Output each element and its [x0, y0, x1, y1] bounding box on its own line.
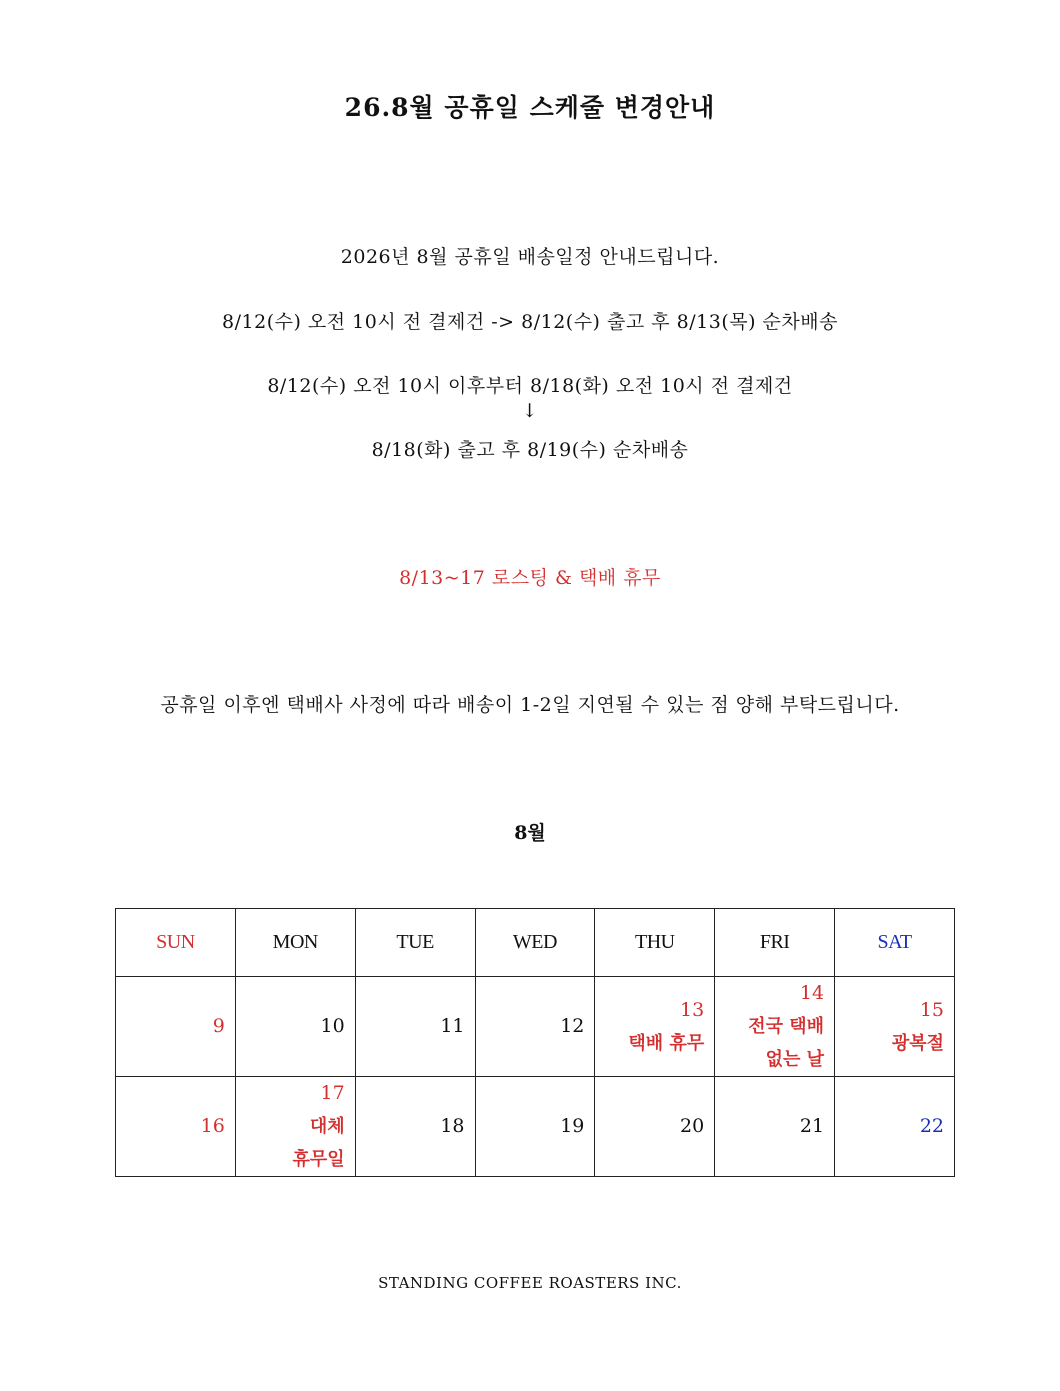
day-number: 21: [799, 1115, 825, 1137]
calendar-week-row: [116, 977, 955, 1077]
day-number: 18: [440, 1115, 465, 1137]
weekday-sat: SAT: [835, 909, 955, 977]
day-number: 10: [320, 1015, 345, 1037]
day-note: 전국 택배: [748, 1016, 825, 1037]
weekday-sun: SUN: [116, 909, 236, 977]
document-title: 26.8월 공휴일 스케줄 변경안내: [344, 93, 716, 122]
day-number: 9: [212, 1015, 225, 1037]
weekday-fri: FRI: [715, 909, 835, 977]
day-cell-9: [116, 977, 236, 1077]
day-number: 14: [799, 982, 825, 1004]
closure-notice: 8/13~17 로스팅 & 택배 휴무: [399, 567, 661, 589]
day-cell-13: [595, 977, 715, 1077]
day-note: 택배 휴무: [628, 1032, 705, 1054]
day-number: 19: [560, 1115, 585, 1137]
day-note: 대체: [309, 1116, 345, 1137]
weekday-tue: TUE: [355, 909, 475, 977]
day-cell-18: [355, 1077, 475, 1177]
day-number: 12: [560, 1015, 585, 1037]
weekday-header-row: [116, 909, 955, 977]
day-note: 없는 날: [765, 1049, 825, 1070]
calendar-table: [115, 908, 955, 1177]
day-number: 11: [440, 1015, 465, 1037]
day-note: 광복절: [891, 1032, 944, 1054]
weekday-thu: THU: [595, 909, 715, 977]
day-cell-19: [475, 1077, 595, 1177]
day-number: 13: [680, 998, 705, 1021]
down-arrow: ↓: [521, 400, 539, 422]
day-number: 22: [919, 1115, 944, 1137]
day-note: 휴무일: [292, 1149, 345, 1170]
day-cell-15: [835, 977, 955, 1077]
day-cell-16: [116, 1077, 236, 1177]
day-cell-12: [475, 977, 595, 1077]
schedule-line-2: 8/12(수) 오전 10시 이후부터 8/18(화) 오전 10시 전 결제건: [267, 375, 793, 397]
day-cell-20: [595, 1077, 715, 1177]
day-cell-11: [355, 977, 475, 1077]
day-number: 20: [680, 1115, 705, 1137]
day-number: 17: [320, 1082, 345, 1104]
day-cell-14: [715, 977, 835, 1077]
weekday-wed: WED: [475, 909, 595, 977]
schedule-line-1: 8/12(수) 오전 10시 전 결제건 -> 8/12(수) 출고 후 8/13(목) 순차배송: [222, 311, 838, 333]
day-cell-22: [835, 1077, 955, 1177]
delay-notice: 공휴일 이후엔 택배사 사정에 따라 배송이 1-2일 지연될 수 있는 점 양해 부탁드립니다.: [160, 694, 900, 716]
day-cell-17: [235, 1077, 355, 1177]
company-footer: STANDING COFFEE ROASTERS INC.: [378, 1274, 682, 1292]
day-cell-21: [715, 1077, 835, 1177]
schedule-line-3: 8/18(화) 출고 후 8/19(수) 순차배송: [371, 439, 689, 461]
day-cell-10: [235, 977, 355, 1077]
calendar-week-row: [116, 1077, 955, 1177]
intro-text: 2026년 8월 공휴일 배송일정 안내드립니다.: [340, 246, 720, 268]
day-number: 16: [200, 1115, 225, 1137]
calendar-month-label: 8월: [514, 822, 546, 844]
day-number: 15: [919, 998, 944, 1021]
weekday-mon: MON: [235, 909, 355, 977]
